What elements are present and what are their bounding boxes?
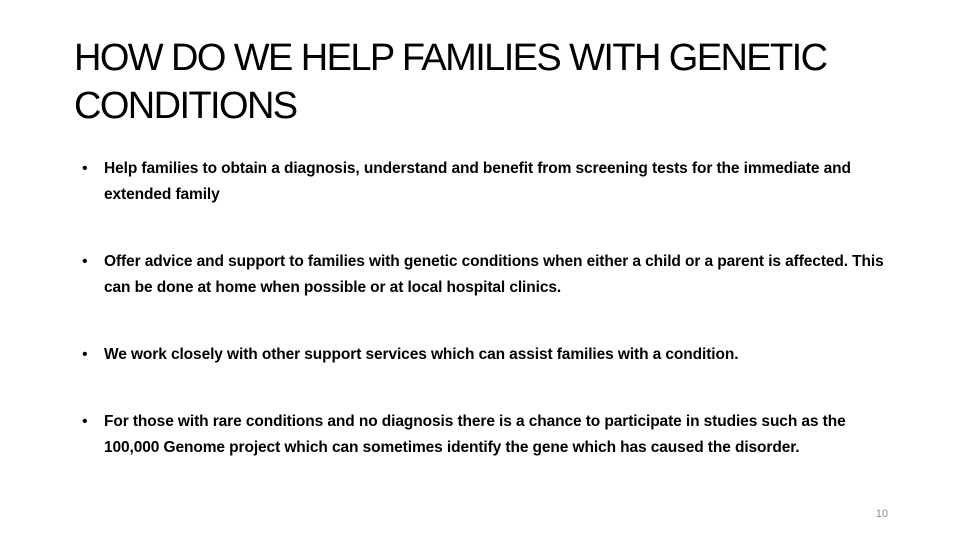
bullet-item-advice bbox=[82, 249, 902, 301]
bullet-dot-icon: • bbox=[82, 346, 88, 363]
bullet-item-support-services bbox=[82, 342, 902, 368]
bullet-text: We work closely with other support services which can assist families with a condition. bbox=[104, 346, 739, 363]
bullet-text: Help families to obtain a diagnosis, understand and benefit from screening tests for the immediate and extended family bbox=[104, 160, 851, 203]
bullet-item-diagnosis bbox=[82, 156, 902, 208]
bullet-dot-icon: • bbox=[82, 160, 88, 177]
slide-title: HOW DO WE HELP FAMILIES WITH GENETIC CONDITIONS bbox=[74, 37, 827, 127]
bullet-item-rare-conditions bbox=[82, 409, 902, 461]
bullet-dot-icon: • bbox=[82, 253, 88, 270]
bullet-text: Offer advice and support to families with genetic conditions when either a child or a parent is affected. This can be done at home when possible or at local hospital clinics. bbox=[104, 253, 884, 296]
slide-number: 10 bbox=[875, 508, 888, 520]
bullet-dot-icon: • bbox=[82, 413, 88, 430]
bullet-list bbox=[82, 156, 902, 461]
bullet-text: For those with rare conditions and no diagnosis there is a chance to participate in studies such as the 100,000 Genome project which can sometimes identify the gene which has caused the disorder. bbox=[104, 413, 846, 456]
